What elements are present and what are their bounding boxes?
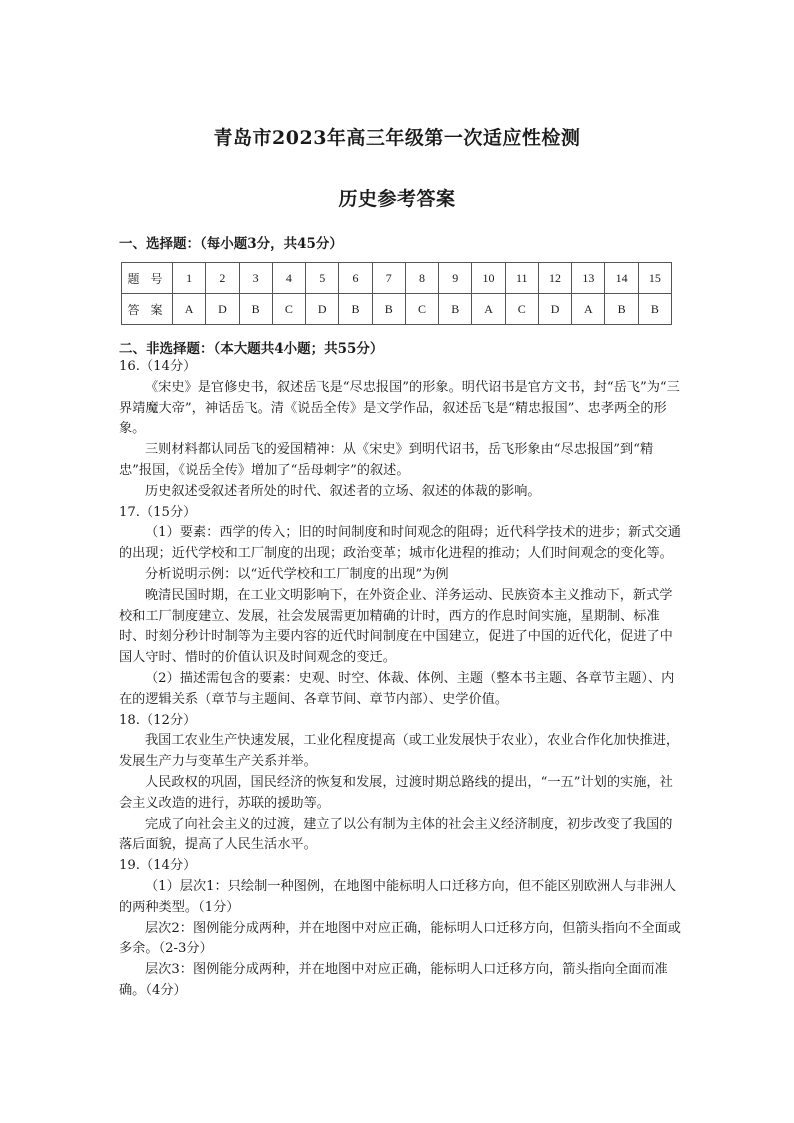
answer-cell: B [339, 294, 372, 325]
section1-heading: 一、选择题：（每小题3分，共45分） [119, 236, 343, 252]
document-title: 青岛市2023年高三年级第一次适应性检测 [213, 127, 581, 149]
question-number: 6 [339, 263, 372, 294]
question-number: 12 [538, 263, 571, 294]
answer-cell: B [439, 294, 472, 325]
answers-body [119, 357, 684, 1002]
q17-paragraph: 晚清民国时期，在工业文明影响下，在外资企业、洋务运动、民族资本主义推动下，新式学校和工厂制度建立、发展，社会发展需更加精确的计时，西方的作息时间实施，星期制、标准时、时刻分秒计时制等为主要内容的近代时间制度在中国建立，促进了中国的近代化，促进了中国人守时、惜时的价值认识及时间观念的变迁。 [119, 587, 673, 666]
section2-heading: 二、非选择题：（本大题共4小题；共55分） [119, 341, 384, 357]
question-number: 8 [405, 263, 438, 294]
q16-header: 16.（14分） [119, 359, 197, 374]
answer-cell: B [372, 294, 405, 325]
question-number: 13 [572, 263, 605, 294]
q17-paragraph: 分析说明示例：以“近代学校和工厂制度的出现”为例 [145, 566, 449, 582]
q16-paragraph: 三则材料都认同岳飞的爱国精神：从《宋史》到明代诏书，岳飞形象由“尽忠报国”到“精忠”报国，《说岳全传》增加了“岳母刺字”的叙述。 [119, 442, 654, 478]
question-number: 1 [173, 263, 206, 294]
question-number: 5 [306, 263, 339, 294]
answer-table [121, 262, 672, 325]
answer-cell: C [272, 294, 305, 325]
q19-header: 19.（14分） [119, 858, 197, 874]
answer-cell: D [306, 294, 339, 325]
answer-cell: D [206, 294, 239, 325]
q19-paragraph: （1）层次1：只绘制一种图例，在地图中能标明人口迁移方向，但不能区别欧洲人与非洲人的两种类型。（1分） [119, 878, 677, 915]
q17-header: 17.（15分） [119, 504, 197, 520]
question-number: 15 [638, 263, 671, 294]
q18-paragraph: 人民政权的巩固，国民经济的恢复和发展，过渡时期总路线的提出，“一五”计划的实施，社会主义改造的进行，苏联的援助等。 [119, 774, 673, 811]
question-number-row [122, 263, 672, 294]
question-number: 14 [605, 263, 638, 294]
answer-cell: D [538, 294, 571, 325]
q16-paragraph: 历史叙述受叙述者所处的时代、叙述者的立场、叙述的体裁的影响。 [145, 483, 541, 499]
q17-paragraph: （2）描述需包含的要素：史观、时空、体裁、体例、主题（整本书主题、各章节主题）、内在的逻辑关系（章节与主题间、各章节间、章节内部）、史学价值。 [119, 670, 675, 707]
answer-cell: B [605, 294, 638, 325]
q18-header: 18.（12分） [119, 712, 197, 728]
question-number: 4 [272, 263, 305, 294]
q18-paragraph: 完成了向社会主义的过渡，建立了以公有制为主体的社会主义经济制度，初步改变了我国的落后面貌，提高了人民生活水平。 [119, 816, 673, 853]
document-subtitle: 历史参考答案 [338, 188, 456, 210]
question-number: 7 [372, 263, 405, 294]
q19-paragraph: 层次3：图例能分成两种，并在地图中对应正确，能标明人口迁移方向，箭头指向全面而准确。（4分） [119, 962, 668, 998]
row-label-answer: 答 案 [122, 294, 173, 325]
answer-cell: A [472, 294, 505, 325]
answer-cell: C [505, 294, 538, 325]
answer-cell: B [638, 294, 671, 325]
answer-cell: A [572, 294, 605, 325]
row-label-number: 题 号 [122, 263, 173, 294]
question-number: 2 [206, 263, 239, 294]
q19-paragraph: 层次2：图例能分成两种，并在地图中对应正确，能标明人口迁移方向，但箭头指向不全面或多余。（2-3分） [119, 920, 681, 957]
question-number: 9 [439, 263, 472, 294]
question-number: 10 [472, 263, 505, 294]
answer-cell: A [173, 294, 206, 325]
answer-cell: B [239, 294, 272, 325]
q16-paragraph: 《宋史》是官修史书，叙述岳飞是“尽忠报国”的形象。明代诏书是官方文书，封“岳飞”为“三界靖魔大帝”，神话岳飞。清《说岳全传》是文学作品，叙述岳飞是“精忠报国”、忠孝两全的形象。 [119, 379, 680, 437]
question-number: 11 [505, 263, 538, 294]
answer-row [122, 294, 672, 325]
q17-paragraph: （1）要素：西学的传入；旧的时间制度和时间观念的阻碍；近代科学技术的进步；新式交通的出现；近代学校和工厂制度的出现；政治变革；城市化进程的推动；人们时间观念的变化等。 [119, 525, 681, 562]
q18-paragraph: 我国工农业生产快速发展，工业化程度提高（或工业发展快于农业），农业合作化加快推进，发展生产力与变革生产关系并举。 [119, 733, 680, 770]
question-number: 3 [239, 263, 272, 294]
answer-cell: C [405, 294, 438, 325]
